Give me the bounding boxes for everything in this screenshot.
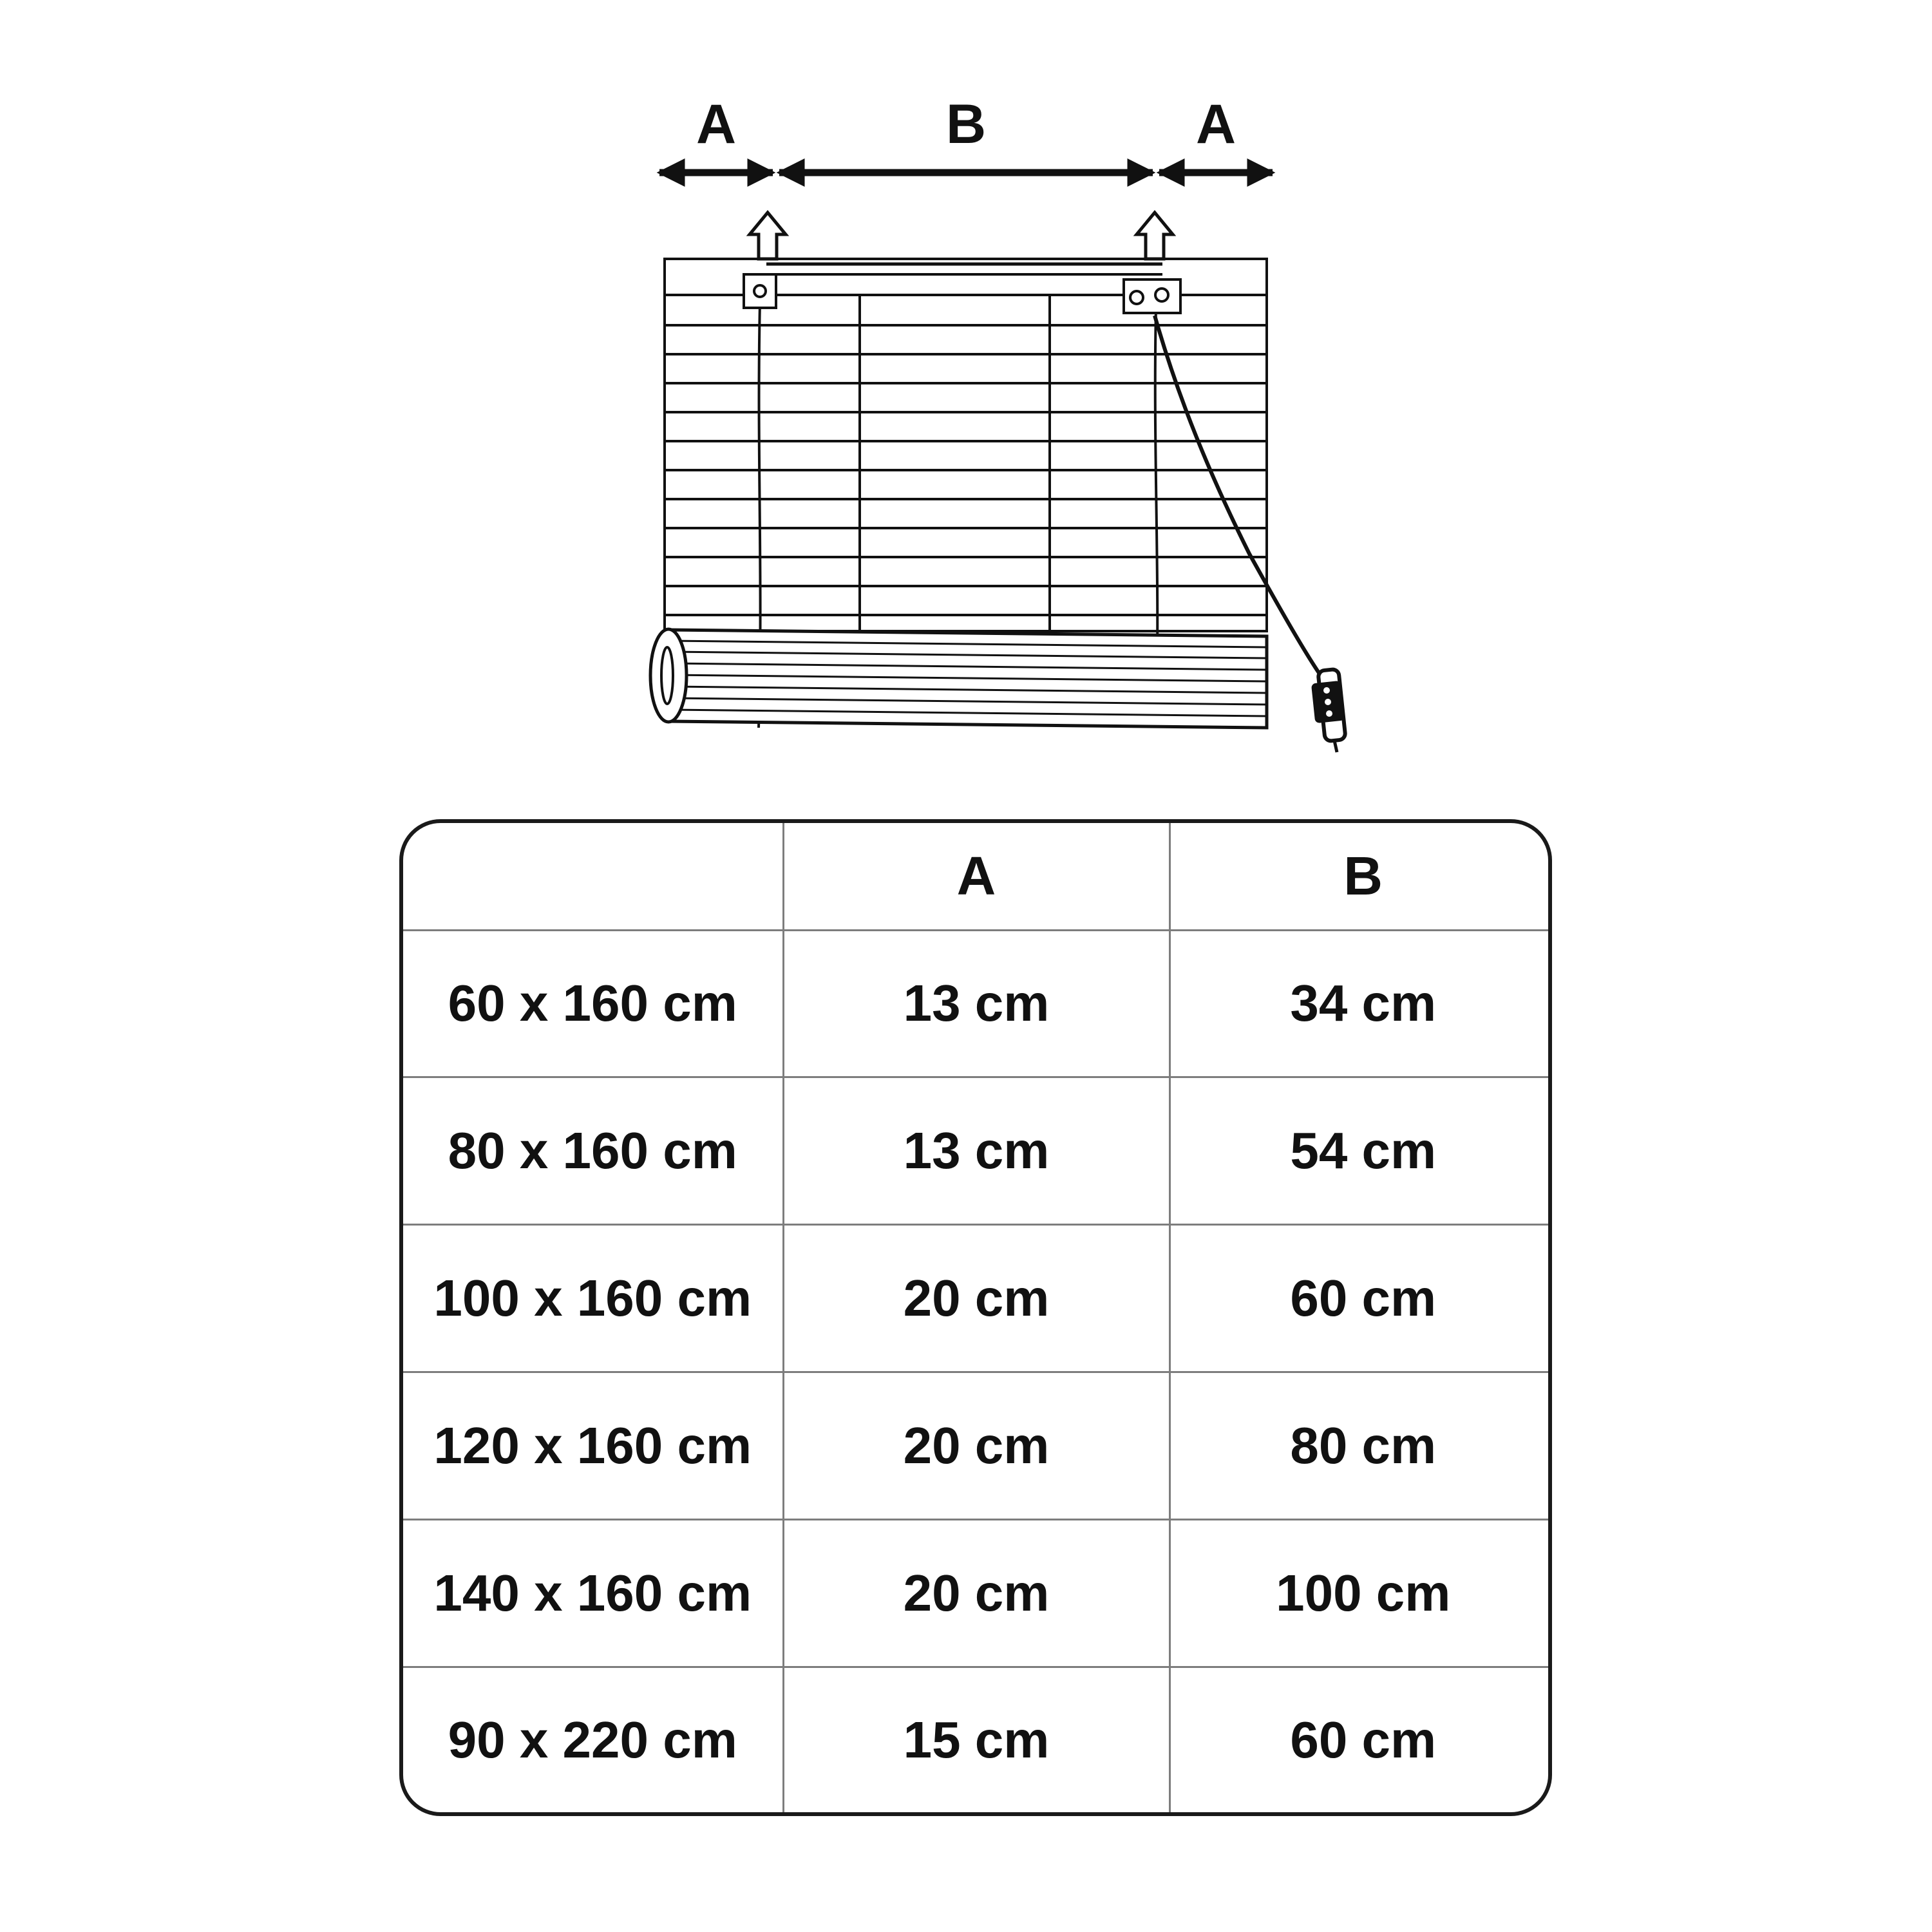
cell-b: 34 cm [1170,930,1552,1077]
dimension-label-a-right: A [1195,93,1236,155]
cell-a: 20 cm [783,1225,1170,1372]
cell-b: 80 cm [1170,1372,1552,1520]
table-row [403,1520,1552,1667]
size-table [399,819,1552,1816]
dimension-label-b: B [945,93,987,155]
header-size [403,823,783,930]
table-header-row [403,823,1552,930]
table-row [403,1667,1552,1812]
table-row [403,1225,1552,1372]
table-row [403,1372,1552,1520]
cell-b: 54 cm [1170,1077,1552,1225]
up-arrow-icon [1137,213,1173,259]
roller-blind-diagram [0,0,1932,773]
cell-b: 60 cm [1170,1225,1552,1372]
cell-size: 80 x 160 cm [403,1077,783,1225]
cord-tensioner [1312,669,1346,752]
header-b: B [1170,823,1552,930]
cell-size: 100 x 160 cm [403,1225,783,1372]
table-row [403,1077,1552,1225]
cell-size: 140 x 160 cm [403,1520,783,1667]
cell-a: 20 cm [783,1520,1170,1667]
dimension-label-a-left: A [696,93,737,155]
cell-size: 60 x 160 cm [403,930,783,1077]
cell-a: 13 cm [783,930,1170,1077]
cell-b: 100 cm [1170,1520,1552,1667]
cell-size: 120 x 160 cm [403,1372,783,1520]
header-a: A [783,823,1170,930]
cell-a: 20 cm [783,1372,1170,1520]
up-arrow-icon [750,213,786,259]
cell-a: 15 cm [783,1667,1170,1812]
mount-up-arrows [750,213,1173,259]
pull-cord [1155,316,1323,679]
cell-size: 90 x 220 cm [403,1667,783,1812]
table-row [403,930,1552,1077]
cell-a: 13 cm [783,1077,1170,1225]
cell-b: 60 cm [1290,1711,1437,1769]
rolled-blind-bottom [650,629,1267,728]
